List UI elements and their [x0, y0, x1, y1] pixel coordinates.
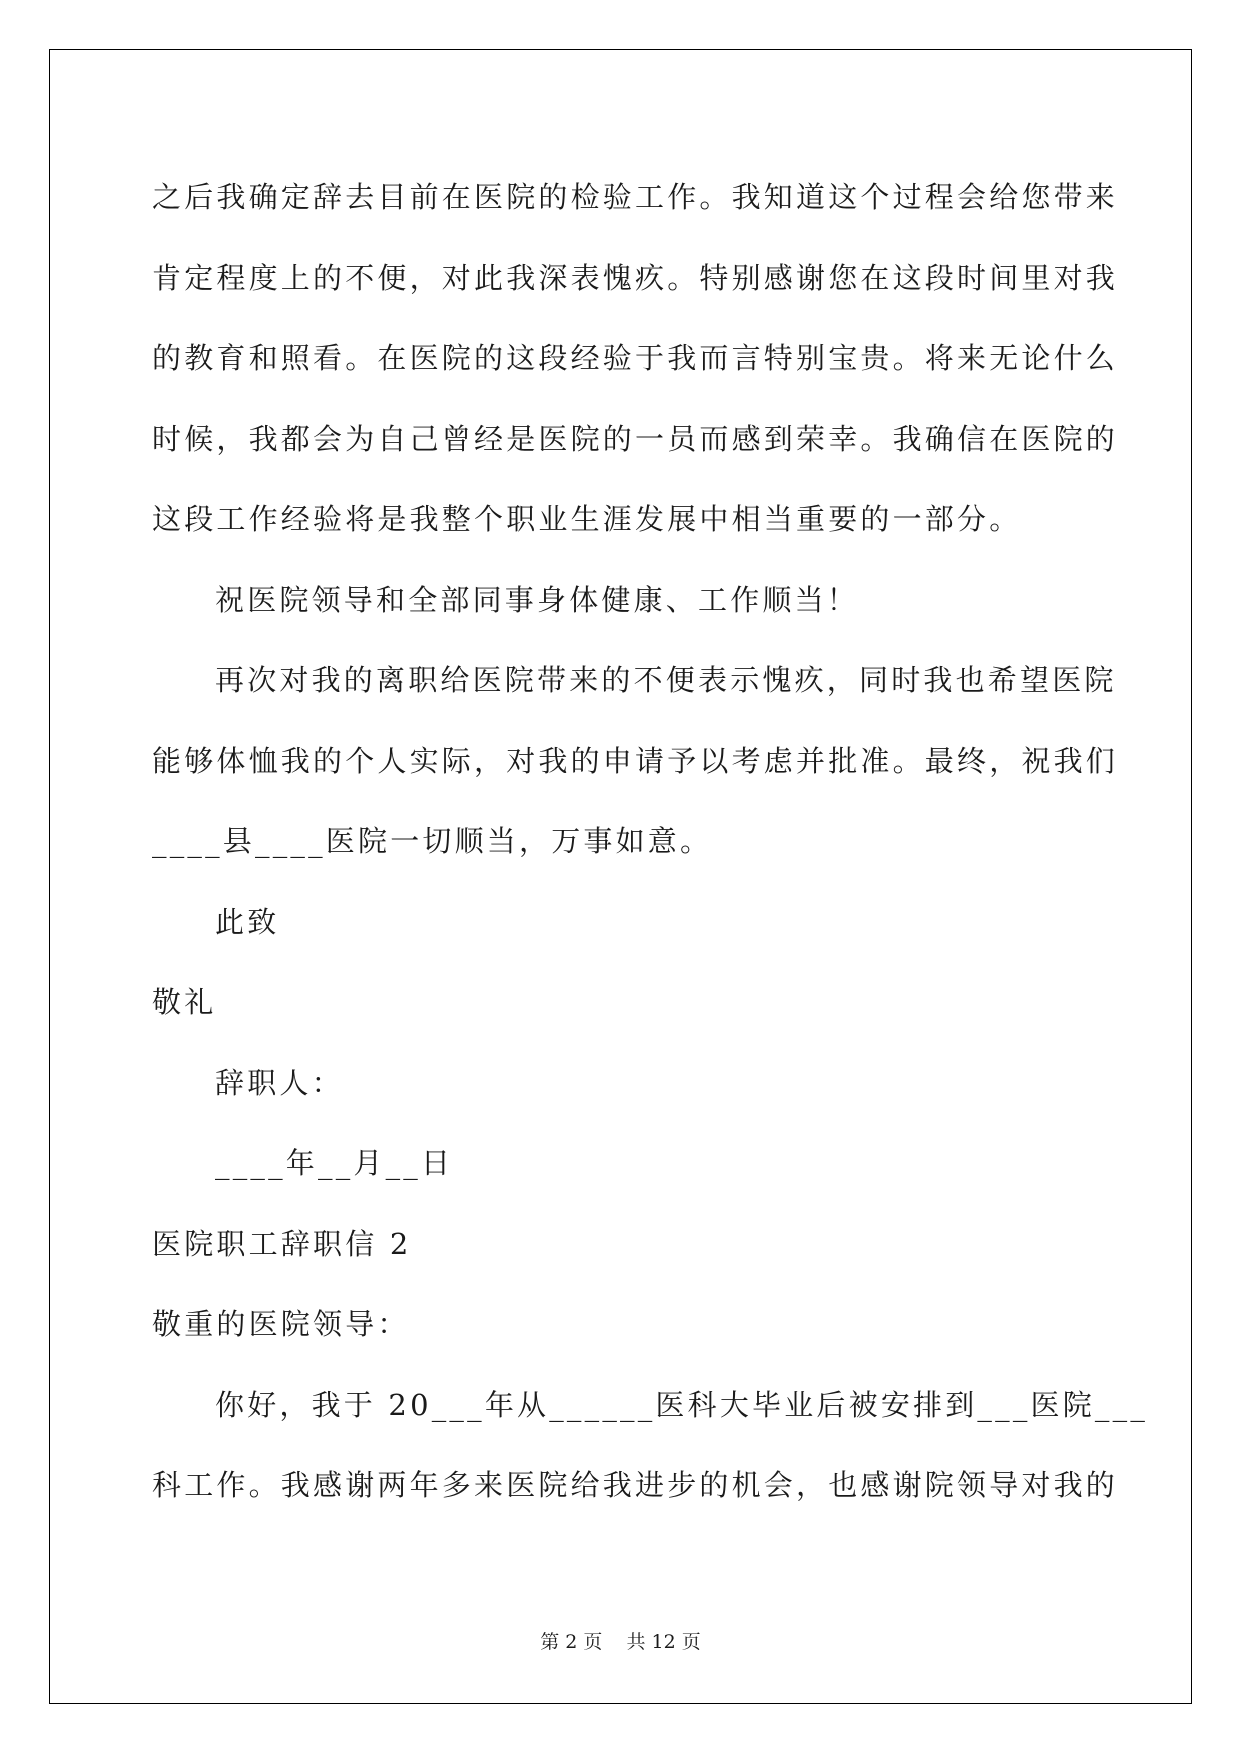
- text-line-5: 这段工作经验将是我整个职业生涯发展中相当重要的一部分。: [152, 502, 1022, 536]
- closing-respect: 敬礼: [152, 985, 217, 1019]
- text-line-3: 的教育和照看。在医院的这段经验于我而言特别宝贵。将来无论什么: [152, 341, 1119, 375]
- text-line-7: 再次对我的离职给医院带来的不便表示愧疚，同时我也希望医院: [215, 663, 1117, 697]
- text-line-1: 之后我确定辞去目前在医院的检验工作。我知道这个过程会给您带来: [152, 180, 1119, 214]
- document-body: [152, 157, 1149, 1526]
- text-line-8: 能够体恤我的个人实际，对我的申请予以考虑并批准。最终，祝我们: [152, 743, 1119, 778]
- section-title: 医院职工辞职信 2: [152, 1226, 412, 1261]
- text-line-4: 时候，我都会为自己曾经是医院的一员而感到荣幸。我确信在医院的: [152, 421, 1119, 456]
- closing-salutation: 此致: [215, 904, 280, 939]
- text-line-16: 你好，我于 20___年从______医科大毕业后被安排到___医院___: [215, 1387, 1149, 1422]
- page-footer: [0, 1627, 1241, 1654]
- text-line-9: ____县____医院一切顺当，万事如意。: [152, 824, 713, 858]
- text-line-6: 祝医院领导和全部同事身体健康、工作顺当！: [215, 582, 860, 617]
- page-number: 第 2 页: [540, 1631, 603, 1653]
- text-line-17: 科工作。我感谢两年多来医院给我进步的机会，也感谢院领导对我的: [152, 1468, 1119, 1502]
- greeting: 敬重的医院领导：: [152, 1307, 410, 1341]
- date-line: ____年__月__日: [215, 1146, 454, 1180]
- text-line-2: 肯定程度上的不便，对此我深表愧疚。特别感谢您在这段时间里对我: [152, 260, 1119, 295]
- page-total: 共 12 页: [626, 1631, 701, 1653]
- signature-label: 辞职人：: [215, 1065, 344, 1100]
